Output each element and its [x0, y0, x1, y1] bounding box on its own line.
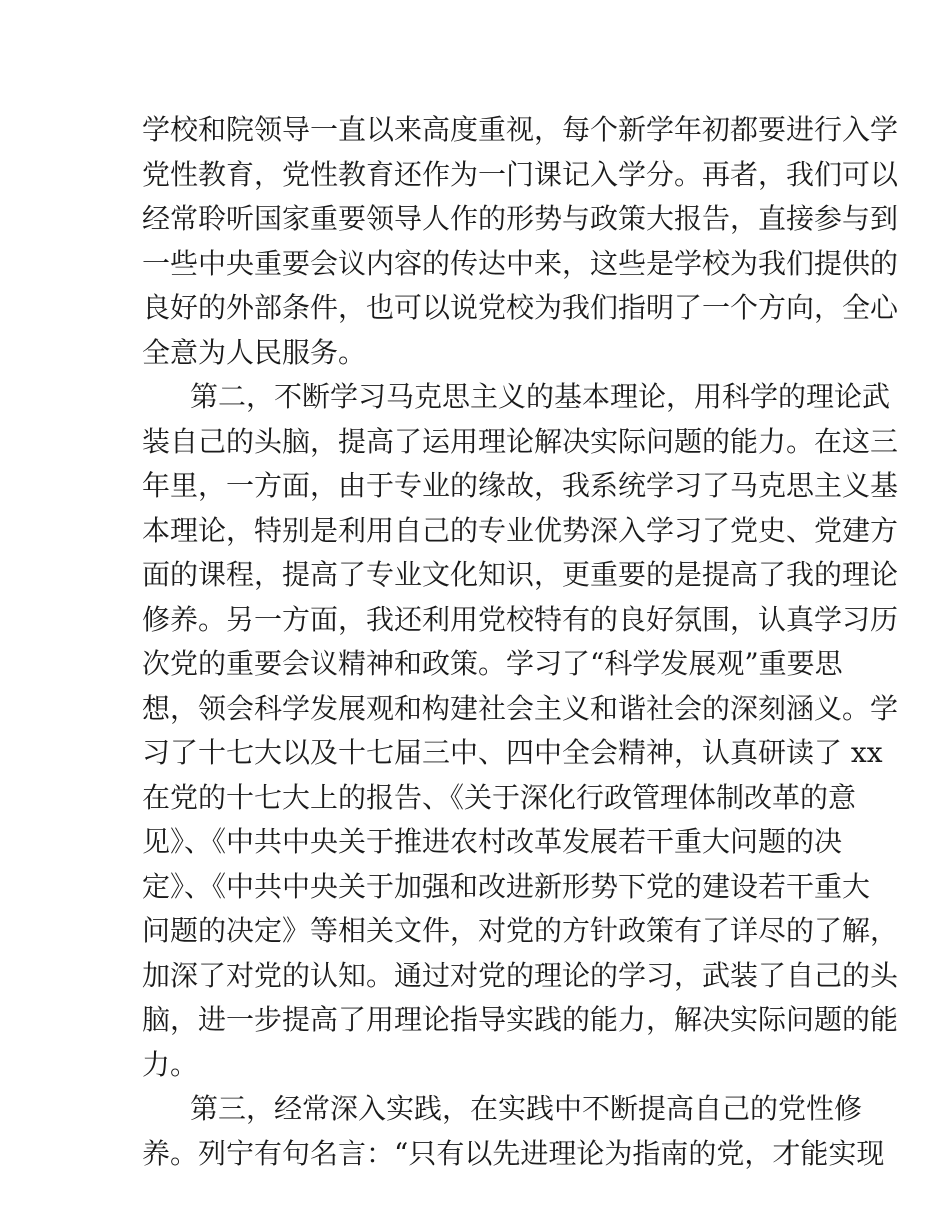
text-line: 在党的十七大上的报告、《关于深化行政管理体制改革的意	[142, 780, 857, 814]
text-line: 加深了对党的认知。通过对党的理论的学习，武装了自己的头	[142, 958, 899, 992]
text-line: 良好的外部条件，也可以说党校为我们指明了一个方向，全心	[142, 291, 899, 324]
text-line: 修养。另一方面，我还利用党校特有的良好氛围，认真学习历	[142, 602, 899, 636]
paragraph-first-line: 第三，经常深入实践，在实践中不断提高自己的党性修	[190, 1092, 863, 1125]
text-line: 脑，进一步提高了用理论指导实践的能力，解决实际问题的能	[142, 1003, 899, 1036]
text-line: 本理论，特别是利用自己的专业优势深入学习了党史、党建方	[142, 513, 899, 547]
text-line: 想，领会科学发展观和构建社会主义和谐社会的深刻涵义。学	[142, 691, 899, 725]
text-line: 年里，一方面，由于专业的缘故，我系统学习了马克思主义基	[142, 469, 899, 502]
document-body	[142, 108, 899, 1176]
text-line: 次党的重要会议精神和政策。学习了“科学发展观”重要思	[142, 647, 843, 680]
text-line: 一些中央重要会议内容的传达中来，这些是学校为我们提供的	[142, 246, 899, 280]
text-line: 经常聆听国家重要领导人作的形势与政策大报告，直接参与到	[142, 202, 899, 235]
text-line: 装自己的头脑，提高了运用理论解决实际问题的能力。在这三	[142, 424, 899, 458]
paragraph-first-line: 第二，不断学习马克思主义的基本理论，用科学的理论武	[190, 380, 891, 413]
text-line: 见》、《中共中央关于推进农村改革发展若干重大问题的决	[142, 825, 843, 858]
text-line: 定》、《中共中央关于加强和改进新形势下党的建设若干重大	[142, 869, 871, 903]
text-line: 力。	[142, 1047, 199, 1081]
text-line: 全意为人民服务。	[142, 335, 367, 369]
text-line: 学校和院领导一直以来高度重视，每个新学年初都要进行入学	[142, 113, 899, 146]
text-line: 党性教育，党性教育还作为一门课记入学分。再者，我们可以	[142, 157, 899, 191]
text-line: 习了十七大以及十七届三中、四中全会精神，认真研读了 xx	[142, 736, 883, 769]
text-line: 面的课程，提高了专业文化知识，更重要的是提高了我的理论	[142, 558, 899, 591]
text-line: 养。列宁有句名言：“只有以先进理论为指南的党，才能实现	[142, 1136, 885, 1170]
text-line: 问题的决定》等相关文件，对党的方针政策有了详尽的了解，	[142, 914, 899, 947]
